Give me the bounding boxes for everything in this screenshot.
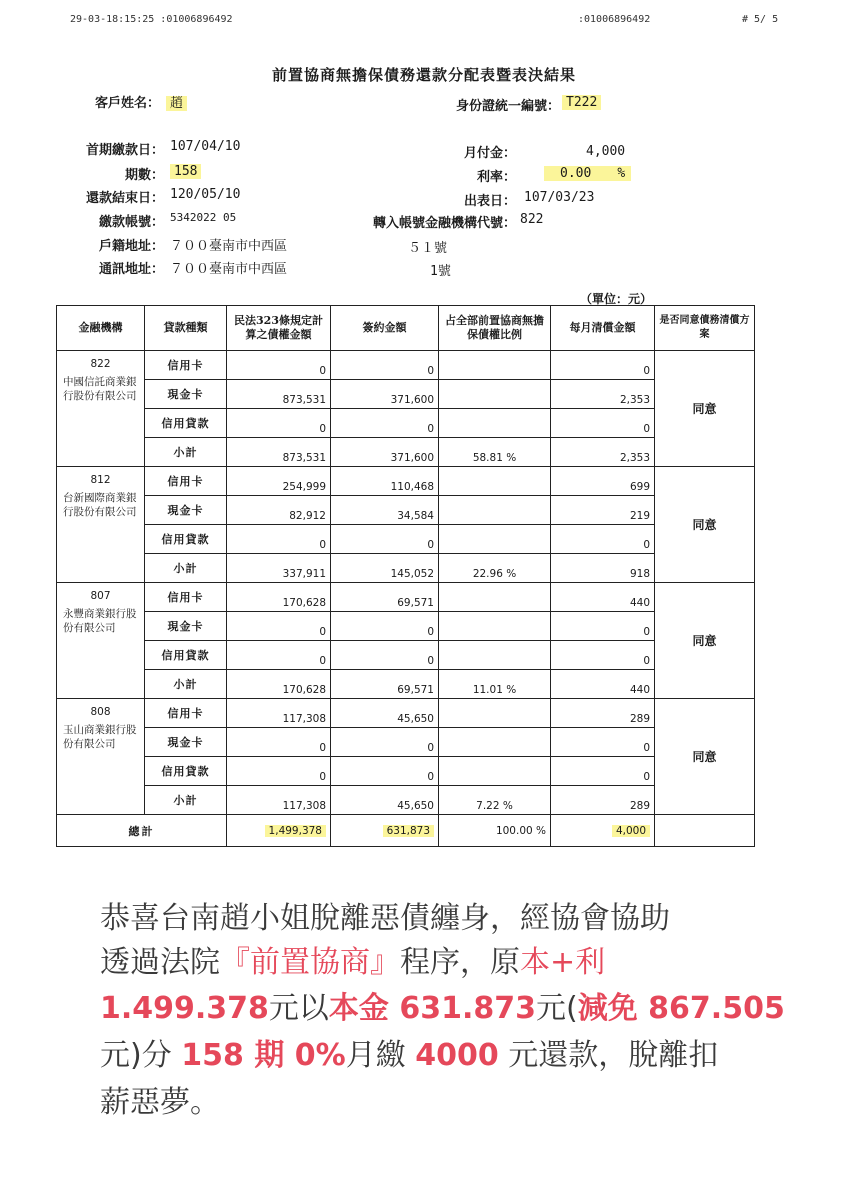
- institution-code: 812: [90, 474, 111, 486]
- fax-page-number: # 5/ 5: [742, 14, 779, 25]
- monthly-amount: 0: [551, 641, 655, 670]
- table-row: [57, 699, 755, 728]
- claim-amount: 873,531: [227, 438, 331, 467]
- bank-code: 822: [520, 212, 544, 227]
- loan-type: 小計: [145, 438, 227, 467]
- monthly-amount: 0: [551, 409, 655, 438]
- total-label: 總計: [57, 815, 227, 847]
- loan-type: 信用貸款: [145, 525, 227, 554]
- monthly-amount: 2,353: [551, 438, 655, 467]
- household-address: ７００臺南市中西區: [170, 239, 288, 254]
- claim-amount: 117,308: [227, 699, 331, 728]
- ratio: [439, 641, 551, 670]
- monthly-amount: 219: [551, 496, 655, 525]
- claim-amount: 0: [227, 525, 331, 554]
- claim-amount: 0: [227, 728, 331, 757]
- rate-unit: %: [613, 166, 631, 181]
- customer-name-wrap: [166, 92, 187, 111]
- signed-amount: 45,650: [331, 786, 439, 815]
- institution-cell: [57, 583, 145, 699]
- ratio: [439, 699, 551, 728]
- loan-type: 信用貸款: [145, 757, 227, 786]
- signed-amount: 69,571: [331, 670, 439, 699]
- monthly-label: 月付金：: [463, 146, 516, 161]
- institution-cell: [57, 467, 145, 583]
- claim-amount: 170,628: [227, 583, 331, 612]
- signed-amount: 371,600: [331, 380, 439, 409]
- ratio: [439, 525, 551, 554]
- institution-code: 807: [90, 590, 111, 602]
- ratio: [439, 583, 551, 612]
- rate-wrap: [544, 166, 631, 181]
- total-row: [57, 815, 755, 847]
- claim-amount: 82,912: [227, 496, 331, 525]
- id-label: 身份證統一編號：: [455, 99, 560, 114]
- ratio: [439, 351, 551, 380]
- customer-name: 趙: [166, 96, 187, 111]
- institution-code: 808: [90, 706, 111, 718]
- claim-amount: 0: [227, 757, 331, 786]
- monthly-amount: 289: [551, 699, 655, 728]
- signed-amount: 145,052: [331, 554, 439, 583]
- col-header-claim: 民法323條規定計算之債權金額: [227, 306, 331, 351]
- monthly-amount: 699: [551, 467, 655, 496]
- monthly-amount: 918: [551, 554, 655, 583]
- fax-header-left: 29-03-18:15:25 :01006896492: [70, 14, 233, 25]
- monthly-amount: 0: [551, 525, 655, 554]
- unit-note: （單位：元）: [580, 292, 653, 306]
- ratio: [439, 757, 551, 786]
- table-row: [57, 786, 755, 815]
- table-row: [57, 438, 755, 467]
- rate-value: 0.00: [544, 166, 613, 181]
- table-row: [57, 380, 755, 409]
- loan-type: 小計: [145, 554, 227, 583]
- loan-type: 現金卡: [145, 728, 227, 757]
- signed-amount: 45,650: [331, 699, 439, 728]
- monthly-amount: 0: [551, 757, 655, 786]
- total-signed-value: 631,873: [383, 825, 434, 837]
- signed-amount: 0: [331, 351, 439, 380]
- claim-amount: 254,999: [227, 467, 331, 496]
- signed-amount: 0: [331, 525, 439, 554]
- loan-type: 小計: [145, 786, 227, 815]
- periods: 158: [170, 164, 201, 179]
- mailing-suffix: 1號: [430, 264, 451, 279]
- first-payment: 107/04/10: [170, 139, 241, 154]
- loan-type: 現金卡: [145, 496, 227, 525]
- monthly-amount: 440: [551, 583, 655, 612]
- ratio: [439, 409, 551, 438]
- agree-status: 同意: [655, 467, 755, 583]
- table-row: [57, 467, 755, 496]
- table-row: [57, 612, 755, 641]
- total-claim: [227, 815, 331, 847]
- table-row: [57, 525, 755, 554]
- claim-amount: 0: [227, 351, 331, 380]
- caption-line-4: [100, 1030, 718, 1074]
- institution-name: 永豐商業銀行股份有限公司: [63, 608, 137, 634]
- total-ratio: 100.00 %: [439, 815, 551, 847]
- table-row: [57, 728, 755, 757]
- caption-3d: 元(: [536, 991, 578, 1026]
- signed-amount: 0: [331, 757, 439, 786]
- rate-label: 利率：: [476, 170, 516, 185]
- id-value: T222: [562, 95, 601, 110]
- agree-status: 同意: [655, 583, 755, 699]
- col-header-institution: 金融機構: [57, 306, 145, 351]
- ratio: 22.96 %: [439, 554, 551, 583]
- loan-type: 信用卡: [145, 583, 227, 612]
- loan-type: 信用貸款: [145, 409, 227, 438]
- total-claim-value: 1,499,378: [265, 825, 326, 837]
- col-header-agree: 是否同意債務清償方案: [655, 306, 755, 351]
- agree-status: 同意: [655, 699, 755, 815]
- total-monthly-value: 4,000: [612, 825, 650, 837]
- monthly-amount: 289: [551, 786, 655, 815]
- claim-amount: 0: [227, 641, 331, 670]
- table-row: [57, 409, 755, 438]
- loan-type: 信用卡: [145, 699, 227, 728]
- account-label: 繳款帳號：: [98, 215, 164, 230]
- periods-wrap: [170, 164, 201, 179]
- household-label: 戶籍地址：: [98, 239, 164, 254]
- ratio: [439, 496, 551, 525]
- signed-amount: 0: [331, 409, 439, 438]
- caption-4a: 元)分: [100, 1038, 182, 1073]
- signed-amount: 69,571: [331, 583, 439, 612]
- claim-amount: 117,308: [227, 786, 331, 815]
- mailing-address: ７００臺南市中西區: [170, 262, 288, 277]
- table-row: [57, 583, 755, 612]
- first-payment-label: 首期繳款日：: [85, 143, 164, 158]
- issue-date: 107/03/23: [524, 190, 595, 205]
- signed-amount: 0: [331, 728, 439, 757]
- caption-3a: 1.499.378: [100, 991, 269, 1026]
- table-header-row: [57, 306, 755, 351]
- ratio: 7.22 %: [439, 786, 551, 815]
- caption-2a: 透過法院: [100, 945, 220, 980]
- col-header-signed: 簽約金額: [331, 306, 439, 351]
- ratio: 11.01 %: [439, 670, 551, 699]
- total-monthly: [551, 815, 655, 847]
- monthly-amount: 2,353: [551, 380, 655, 409]
- institution-name: 台新國際商業銀行股份有限公司: [63, 492, 137, 518]
- end-date-label: 還款結束日：: [85, 191, 164, 206]
- periods-label: 期數：: [124, 168, 164, 183]
- caption-line-2: [100, 937, 605, 981]
- institution-name: 中國信託商業銀行股份有限公司: [63, 376, 137, 402]
- customer-name-label: 客戶姓名：: [94, 96, 160, 111]
- document-title: 前置協商無擔保債務還款分配表暨表決結果: [271, 66, 576, 84]
- institution-cell: [57, 351, 145, 467]
- monthly-amount: 0: [551, 728, 655, 757]
- total-agree-empty: [655, 815, 755, 847]
- table-row: [57, 670, 755, 699]
- caption-line-1: 恭喜台南趙小姐脫離惡債纏身，經協會協助: [100, 901, 670, 936]
- loan-type: 現金卡: [145, 380, 227, 409]
- agree-status: 同意: [655, 351, 755, 467]
- monthly-amount: 0: [551, 612, 655, 641]
- signed-amount: 110,468: [331, 467, 439, 496]
- caption-4e: 元還款，脫離扣: [498, 1038, 719, 1073]
- institution-code: 822: [90, 358, 111, 370]
- claim-amount: 170,628: [227, 670, 331, 699]
- col-header-loan-type: 貸款種類: [145, 306, 227, 351]
- table-row: [57, 351, 755, 380]
- institution-name: 玉山商業銀行股份有限公司: [63, 724, 137, 750]
- id-value-wrap: [562, 95, 601, 110]
- caption-2c: 程序，原: [400, 945, 520, 980]
- ratio: [439, 380, 551, 409]
- loan-type: 信用卡: [145, 467, 227, 496]
- household-suffix: ５１號: [408, 241, 448, 256]
- claim-amount: 0: [227, 409, 331, 438]
- fax-header-center: :01006896492: [578, 14, 651, 25]
- caption-4b: 158 期 0%: [181, 1038, 346, 1073]
- table-row: [57, 641, 755, 670]
- signed-amount: 0: [331, 641, 439, 670]
- col-header-ratio: 占全部前置協商無擔保債權比例: [439, 306, 551, 351]
- bank-code-label: 轉入帳號金融機構代號：: [372, 216, 516, 231]
- ratio: [439, 467, 551, 496]
- loan-type: 信用卡: [145, 351, 227, 380]
- issue-date-label: 出表日：: [463, 194, 516, 209]
- account: 5342022 05: [170, 211, 237, 224]
- table-row: [57, 757, 755, 786]
- table-row: [57, 496, 755, 525]
- caption-line-3: [100, 983, 785, 1027]
- caption-3e: 減免 867.505: [577, 991, 785, 1026]
- monthly-amount: 4,000: [586, 144, 626, 159]
- end-date: 120/05/10: [170, 187, 241, 202]
- caption-4c: 月繳: [345, 1038, 416, 1073]
- monthly-amount: 0: [551, 351, 655, 380]
- signed-amount: 371,600: [331, 438, 439, 467]
- loan-type: 現金卡: [145, 612, 227, 641]
- caption-3b: 元以: [268, 991, 329, 1026]
- caption-3c: 本金 631.873: [328, 991, 537, 1026]
- claim-amount: 873,531: [227, 380, 331, 409]
- ratio: [439, 612, 551, 641]
- loan-type: 信用貸款: [145, 641, 227, 670]
- caption-4d: 4000: [415, 1038, 499, 1073]
- institution-cell: [57, 699, 145, 815]
- total-signed: [331, 815, 439, 847]
- table-row: [57, 554, 755, 583]
- repayment-table: [56, 305, 755, 847]
- monthly-amount: 440: [551, 670, 655, 699]
- caption-2b: 『前置協商』: [220, 945, 400, 980]
- mailing-label: 通訊地址：: [98, 262, 164, 277]
- signed-amount: 34,584: [331, 496, 439, 525]
- signed-amount: 0: [331, 612, 439, 641]
- claim-amount: 337,911: [227, 554, 331, 583]
- ratio: 58.81 %: [439, 438, 551, 467]
- caption-2d: 本+利: [520, 945, 606, 980]
- claim-amount: 0: [227, 612, 331, 641]
- loan-type: 小計: [145, 670, 227, 699]
- caption-line-5: 薪惡夢。: [100, 1085, 220, 1120]
- ratio: [439, 728, 551, 757]
- col-header-monthly: 每月清償金額: [551, 306, 655, 351]
